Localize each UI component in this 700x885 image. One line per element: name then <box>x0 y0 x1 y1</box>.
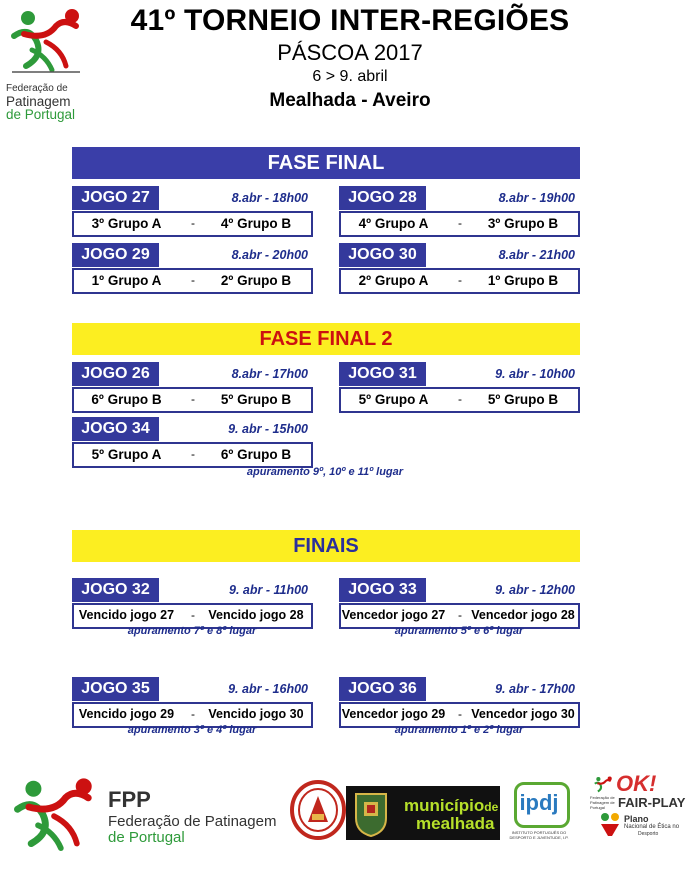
logo-line-1: Federação de <box>6 83 68 94</box>
game-teams <box>339 387 580 413</box>
separator: - <box>458 216 462 230</box>
game-time: 9. abr - 17h00 <box>495 682 575 696</box>
page-subtitle: PÁSCOA 2017 <box>277 40 423 65</box>
separator: - <box>191 608 195 622</box>
game-label: JOGO 31 <box>339 362 426 386</box>
team-b: Vencido jogo 28 <box>208 608 304 622</box>
team-a: Vencedor jogo 27 <box>341 608 446 622</box>
plano-text <box>624 815 679 837</box>
team-a: 4º Grupo A <box>358 216 429 231</box>
note-5-6: apuramento 5º e 6º lugar <box>394 625 524 637</box>
coat-of-arms-icon <box>346 786 396 840</box>
game-time: 8.abr - 18h00 <box>231 191 308 205</box>
game-teams <box>72 268 313 294</box>
game-label: JOGO 28 <box>339 186 426 210</box>
ipdj-logo <box>508 782 570 848</box>
section-fase-final: FASE FINAL <box>72 147 580 179</box>
separator: - <box>458 707 462 721</box>
game-time: 8.abr - 19h00 <box>498 191 575 205</box>
separator: - <box>191 216 195 230</box>
event-venue: Mealhada - Aveiro <box>269 90 431 111</box>
logo-line-3: de Portugal <box>6 107 76 122</box>
team-a: Vencido jogo 27 <box>78 608 175 622</box>
separator: - <box>191 707 195 721</box>
plano-line-1: Plano <box>624 814 649 824</box>
game-time: 9. abr - 12h00 <box>495 583 575 597</box>
team-a: 3º Grupo A <box>91 216 162 231</box>
note-3-4: apuramento 3º e 4º lugar <box>127 724 257 736</box>
event-dates: 6 > 9. abril <box>312 68 388 85</box>
mealhada-text: mealhada <box>416 814 495 833</box>
team-b: 4º Grupo B <box>220 216 292 231</box>
game-time: 8.abr - 21h00 <box>498 248 575 262</box>
plano-line-2: Nacional de Ética no <box>624 824 680 830</box>
game-label: JOGO 26 <box>72 362 159 386</box>
fpp-acronym: FPP <box>108 787 151 812</box>
fpp-name-line-2: de Portugal <box>108 829 185 846</box>
ipdj-subtitle: INSTITUTO PORTUGUÊS DO DESPORTO E JUVENTUDE, I.P. <box>509 830 569 840</box>
team-b: Vencido jogo 30 <box>208 707 304 721</box>
game-31 <box>339 362 579 418</box>
game-teams <box>339 211 580 237</box>
game-label: JOGO 36 <box>339 677 426 701</box>
logo-line-2: Patinagem <box>6 94 71 109</box>
separator: - <box>458 273 462 287</box>
game-27 <box>72 186 312 242</box>
separator: - <box>191 392 195 406</box>
team-b: 1º Grupo B <box>487 273 559 288</box>
separator: - <box>458 392 462 406</box>
game-label: JOGO 35 <box>72 677 159 701</box>
game-label: JOGO 30 <box>339 243 426 267</box>
game-time: 9. abr - 10h00 <box>495 367 575 381</box>
game-time: 9. abr - 16h00 <box>228 682 308 696</box>
team-b: Vencedor jogo 28 <box>471 608 575 622</box>
separator: - <box>191 447 195 461</box>
team-a: Vencido jogo 29 <box>78 707 175 721</box>
note-1-2: apuramento 1º e 2º lugar <box>394 724 524 736</box>
plano-figure-icon <box>598 812 622 838</box>
team-b: 3º Grupo B <box>487 216 559 231</box>
game-time: 8.abr - 20h00 <box>231 248 308 262</box>
fairplay-text: FAIR-PLAY <box>618 795 686 810</box>
small-fpp-text: Federação de Patinagem de Portugal <box>590 795 615 810</box>
game-34 <box>72 417 312 473</box>
team-a: 5º Grupo A <box>91 447 162 462</box>
section-fase-final-2: FASE FINAL 2 <box>72 323 580 355</box>
note-9-11: apuramento 9º, 10º e 11º lugar <box>246 466 404 478</box>
team-b: 2º Grupo B <box>220 273 292 288</box>
game-label: JOGO 32 <box>72 578 159 602</box>
separator: - <box>191 273 195 287</box>
game-label: JOGO 33 <box>339 578 426 602</box>
team-b: Vencedor jogo 30 <box>471 707 575 721</box>
team-a: 1º Grupo A <box>91 273 162 288</box>
note-7-8: apuramento 7º e 8º lugar <box>127 625 257 637</box>
team-b: 5º Grupo B <box>487 392 559 407</box>
seal-icon <box>290 780 346 840</box>
game-teams <box>72 442 313 468</box>
team-a: 5º Grupo A <box>358 392 429 407</box>
plano-line-3: Desporto <box>638 831 659 837</box>
game-label: JOGO 34 <box>72 417 159 441</box>
section-finais: FINAIS <box>72 530 580 562</box>
game-time: 9. abr - 15h00 <box>228 422 308 436</box>
municipio-text: município <box>404 796 485 815</box>
separator: - <box>458 608 462 622</box>
fpp-name <box>108 814 276 846</box>
small-fpp-logo-icon <box>592 776 614 794</box>
ipdj-text: ipdj <box>519 790 559 815</box>
fpp-footer-logo-icon <box>8 775 100 855</box>
game-teams <box>72 211 313 237</box>
team-b: 5º Grupo B <box>220 392 292 407</box>
game-label: JOGO 29 <box>72 243 159 267</box>
ok-text: OK! <box>616 771 657 796</box>
team-a: Vencedor jogo 29 <box>341 707 446 721</box>
game-29 <box>72 243 312 299</box>
game-time: 8.abr - 17h00 <box>231 367 308 381</box>
game-time: 9. abr - 11h00 <box>229 583 308 597</box>
team-a: 6º Grupo B <box>91 392 162 407</box>
fpp-name-line-1: Federação de Patinagem <box>108 813 277 830</box>
game-teams <box>339 268 580 294</box>
game-30 <box>339 243 579 299</box>
game-28 <box>339 186 579 242</box>
municipio-mealhada-logo <box>396 786 500 840</box>
game-teams <box>72 387 313 413</box>
page-title: 41º TORNEIO INTER-REGIÕES <box>130 4 570 37</box>
game-label: JOGO 27 <box>72 186 159 210</box>
municipio-de-text: de <box>484 800 499 814</box>
team-a: 2º Grupo A <box>358 273 429 288</box>
game-26 <box>72 362 312 418</box>
team-b: 6º Grupo B <box>220 447 292 462</box>
